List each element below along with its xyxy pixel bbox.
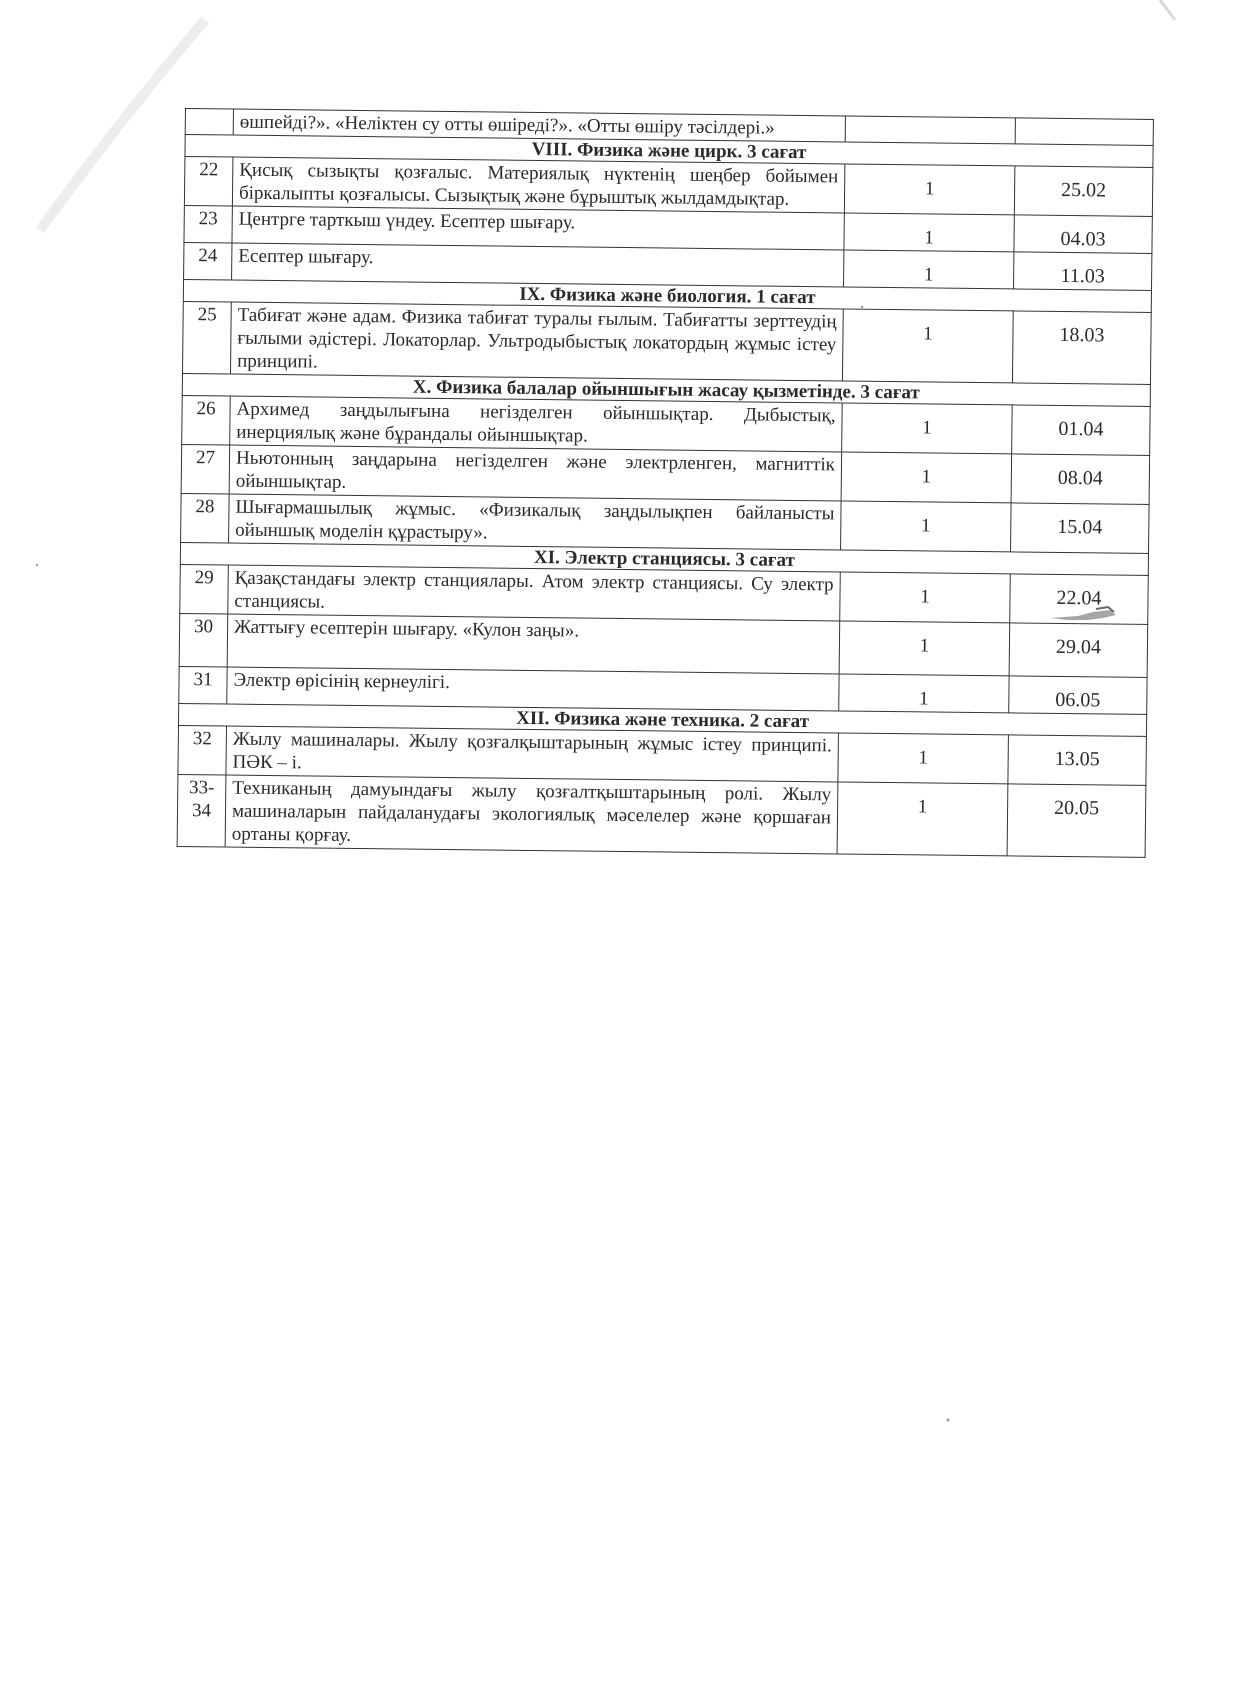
lesson-number: 32 [178, 725, 227, 775]
lesson-hours: 1 [844, 250, 1014, 289]
lesson-topic: Шығармашылық жұмыс. «Физикалық заңдылықпен байланысты ойыншық моделін құрастыру». [229, 494, 842, 550]
lesson-hours: 1 [838, 733, 1009, 784]
lesson-hours: 1 [844, 213, 1014, 252]
lesson-date: 01.04 [1012, 405, 1151, 456]
section-title: IX. Физика және биология. 1 сағат [183, 279, 1151, 312]
lesson-topic: Центрге тарткыш үндеу. Есептер шығару. [232, 206, 844, 250]
section-title: VIII. Физика және цирк. 3 сағат [185, 135, 1153, 168]
lesson-date: 08.04 [1011, 454, 1150, 505]
lesson-number: 29 [180, 564, 229, 614]
lesson-date: 20.05 [1007, 784, 1146, 858]
lesson-hours: 1 [841, 501, 1012, 552]
lesson-date: 06.05 [1009, 676, 1147, 715]
lesson-number: 25 [182, 301, 231, 374]
lesson-topic: Архимед заңдылығына негізделген ойыншықтар. Дыбыстық, инерциялық және бұрандалы ойыншықтар. [230, 396, 843, 452]
lesson-number: 28 [181, 493, 230, 543]
lesson-plan-table-body [177, 109, 1153, 858]
lesson-date: 04.03 [1014, 215, 1152, 254]
lesson-hours: 1 [842, 403, 1013, 454]
lesson-topic: Жаттығу есептерін шығару. «Кулон заңы». [227, 614, 840, 674]
lesson-date: 11.03 [1014, 252, 1152, 291]
lesson-topic: Техниканың дамуындағы жылу қозғалтқыштарының ролі. Жылу машиналарын пайдаланудағы экологиялық мәселелер және қоршаған ортаны қорғау. [225, 775, 838, 854]
lesson-number: 24 [184, 242, 232, 280]
lesson-topic: Қазақстандағы электр станциялары. Атом электр станциясы. Су электр станциясы. [228, 565, 841, 621]
lesson-date: 25.02 [1014, 166, 1153, 217]
lesson-number: 30 [179, 613, 228, 667]
section-title: XI. Электр станциясы. 3 сағат [180, 542, 1148, 575]
lesson-topic: Есептер шығару. [232, 243, 844, 287]
lesson-date: 15.04 [1011, 503, 1150, 554]
lesson-number: 23 [184, 205, 232, 243]
lesson-plan-table-container [177, 108, 1153, 858]
lesson-date: 29.04 [1009, 623, 1148, 678]
lesson-number [185, 109, 233, 136]
lesson-topic: Қисық сызықты қозғалыс. Материялық нүктенің шеңбер бойымен біркалыпты қозғалысы. Сызықтық және бұрыштық жылдамдықтар. [232, 157, 845, 213]
lesson-hours: 1 [841, 452, 1012, 503]
lesson-hours: 1 [840, 572, 1011, 623]
lesson-hours: 1 [839, 621, 1010, 676]
ink-smudge [1048, 606, 1118, 624]
lesson-topic: өшпейді?». «Неліктен су отты өшіреді?». «Отты өшіру тәсілдері.» [233, 109, 845, 142]
lesson-topic: Жылу машиналары. Жылу қозғалқыштарының жұмыс істеу принципі. ПӘК – і. [226, 726, 839, 782]
lesson-hours: 1 [837, 782, 1008, 856]
lesson-number: 31 [179, 666, 227, 704]
lesson-row [177, 774, 1146, 857]
lesson-topic: Табиғат және адам. Физика табиғат туралы ғылым. Табиғатты зерттеудің ғылыми әдістері. Локаторлар. Ультродыбыстық локатордың жұмыс істеу принципі. [230, 302, 843, 381]
lesson-hours: 1 [844, 164, 1015, 215]
lesson-date: 18.03 [1012, 311, 1151, 385]
section-title: X. Физика балалар ойыншығын жасау қызметінде. 3 сағат [182, 373, 1150, 406]
lesson-date: 13.05 [1008, 735, 1147, 786]
lesson-number: 27 [181, 444, 230, 494]
lesson-hours [845, 116, 1015, 144]
lesson-number: 33-34 [177, 774, 226, 847]
lesson-row [182, 301, 1151, 384]
lesson-plan-table [177, 108, 1154, 858]
lesson-date: 22.04 [1010, 574, 1149, 625]
lesson-topic: Ньютонның заңдарына негізделген және электрленген, магниттік ойыншықтар. [229, 445, 842, 501]
lesson-hours: 1 [842, 309, 1013, 383]
lesson-topic: Электр өрісінің кернеулігі. [227, 667, 839, 711]
lesson-date [1015, 118, 1153, 146]
lesson-number: 26 [182, 395, 231, 445]
lesson-number: 22 [184, 157, 233, 207]
lesson-hours: 1 [839, 674, 1009, 713]
section-title: XII. Физика және техника. 2 сағат [178, 703, 1146, 736]
